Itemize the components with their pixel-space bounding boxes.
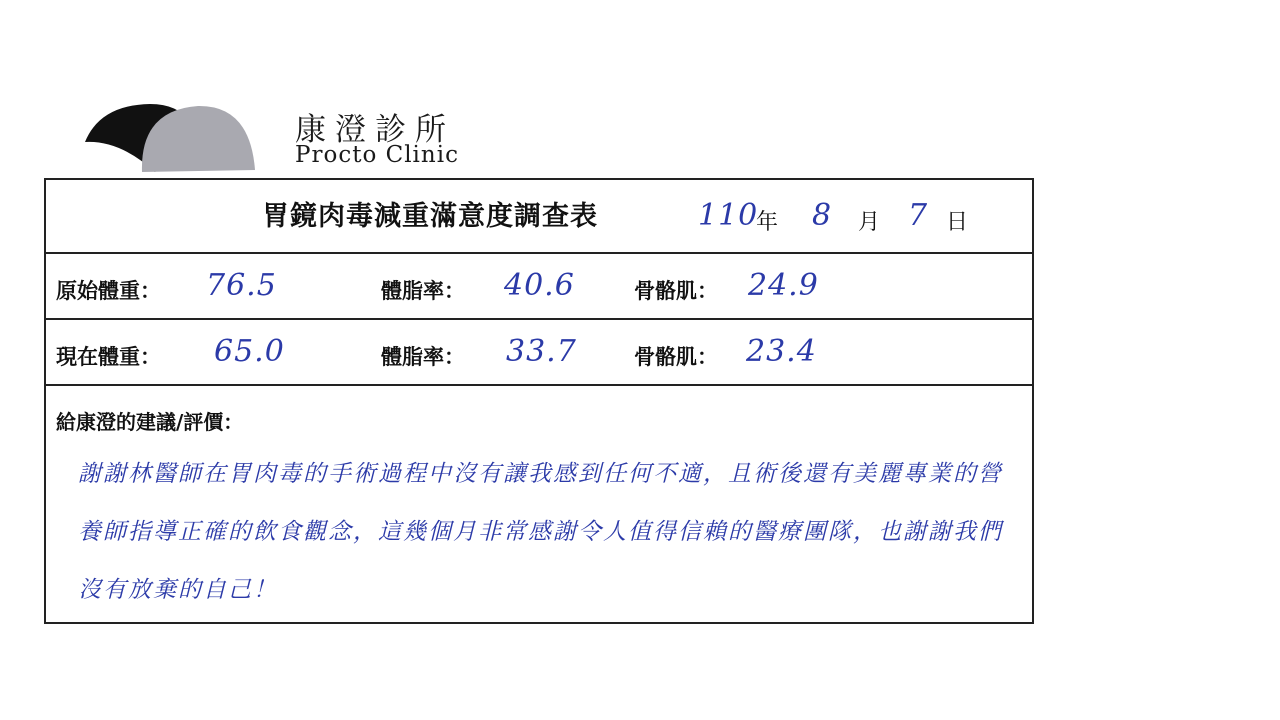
- current-weight-label: 現在體重：: [56, 345, 161, 369]
- date-day: 7: [908, 198, 929, 233]
- comment-label: 給康澄的建議/評價：: [56, 410, 244, 434]
- original-weight-label: 原始體重：: [56, 279, 161, 303]
- survey-form: [44, 178, 1034, 624]
- date-year-unit: 年: [756, 210, 779, 235]
- clinic-logo: [80, 100, 260, 175]
- clinic-name-zh: 康澄診所: [295, 112, 455, 148]
- date-day-unit: 日: [946, 210, 969, 235]
- original-muscle-label: 骨骼肌：: [634, 279, 718, 303]
- original-weight-value: 76.5: [206, 268, 277, 303]
- original-muscle-value: 24.9: [748, 268, 819, 303]
- date-year: 110: [698, 198, 759, 233]
- row-divider: [46, 384, 1032, 386]
- current-fat-label: 體脂率：: [381, 345, 465, 369]
- original-fat-value: 40.6: [504, 268, 575, 303]
- handwritten-comment: 謝謝林醫師在胃肉毒的手術過程中沒有讓我感到任何不適，且術後還有美麗專業的營養師指導正確的飲食觀念，這幾個月非常感謝令人值得信賴的醫療團隊，也謝謝我們沒有放棄的自己！: [78, 461, 1003, 603]
- current-muscle-label: 骨骼肌：: [634, 345, 718, 369]
- form-title: 胃鏡肉毒減重滿意度調查表: [262, 201, 598, 232]
- date-month-unit: 月: [858, 210, 881, 235]
- row-divider: [46, 252, 1032, 254]
- current-muscle-value: 23.4: [746, 334, 817, 369]
- current-weight-value: 65.0: [214, 334, 285, 369]
- original-fat-label: 體脂率：: [381, 279, 465, 303]
- date-month: 8: [812, 198, 833, 233]
- clinic-name-en: Procto Clinic: [295, 142, 459, 168]
- current-fat-value: 33.7: [506, 334, 577, 369]
- row-divider: [46, 318, 1032, 320]
